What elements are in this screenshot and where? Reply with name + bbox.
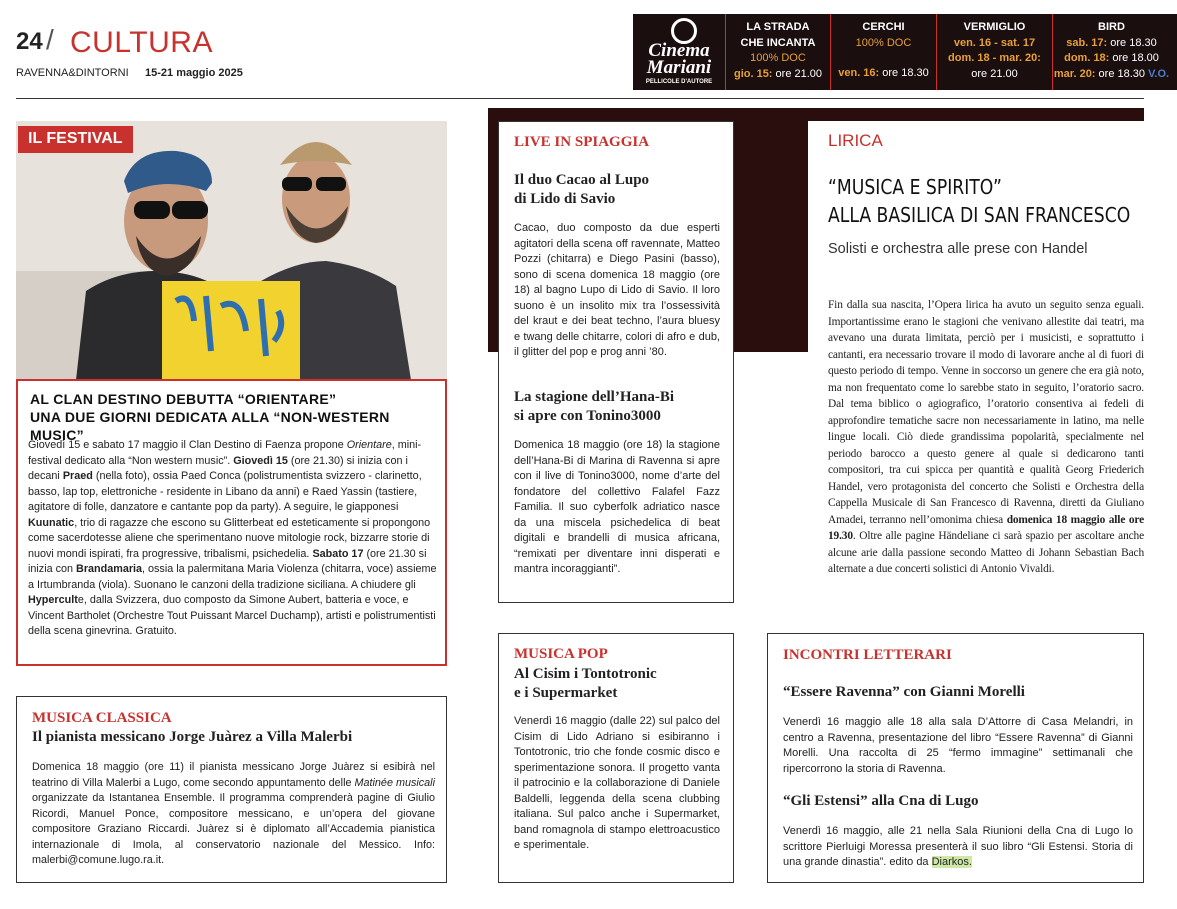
article-headline: “MUSICA E SPIRITO” ALLA BASILICA DI SAN FRANCESCO — [828, 175, 1131, 227]
incontri-letterari-article — [767, 633, 1144, 883]
musica-classica-article — [16, 696, 447, 883]
cinema-logo-name: Cinema Mariani — [646, 40, 712, 78]
article-headline: Il pianista messicano Jorge Juàrez a Villa Malerbi — [32, 729, 353, 745]
kicker: LIVE IN SPIAGGIA — [514, 134, 650, 150]
musica-pop-article — [498, 633, 734, 883]
film-listing: VERMIGLIO ven. 16 - sat. 17 dom. 18 - mar. 20: ore 21.00 — [936, 14, 1052, 90]
festival-headline: AL CLAN DESTINO DEBUTTA “ORIENTARE” UNA DUE GIORNI DEDICATA ALLA “NON-WESTERN MUSIC” — [30, 391, 390, 443]
article-headline: Al Cisim i Tontotronic e i Supermarket — [514, 666, 657, 701]
article-headline: “Essere Ravenna” con Gianni Morelli — [783, 684, 1025, 700]
film-listing: LA STRADA CHE INCANTA 100% DOC gio. 15: ore 21.00 — [725, 14, 830, 90]
article-headline: Il duo Cacao al Lupo di Lido di Savio — [514, 172, 650, 207]
film-listing: BIRD sab. 17: ore 18.30 dom. 18: ore 18.00 mar. 20: ore 18.30 V.O. — [1052, 14, 1170, 90]
festival-article — [16, 379, 447, 666]
article-body: Venerdì 16 maggio alle 18 alla sala D’Attorre di Casa Melandri, in centro a Ravenna, presentazione del libro “Essere Ravenna” di Gianni Morelli. Una raccolta di 25 “fermo immagine” settimanali che ripercorrono la storia di Ravenna. — [783, 716, 1133, 775]
article-body: Venerdì 16 maggio (dalle 22) sul palco del Cisim di Lido Adriano si esibiranno i Tontotronic, trio che fonde cosmic disco e sperimentazione sonora. Il progetto vanta il patrocinio e la collaborazione di Daniele Baldelli, leggenda della scena clubbing italiana. Sul palco anche i Supermarket, band romagnola di stampo elettroacustico e sperimentale. — [514, 715, 720, 851]
article-body: Domenica 18 maggio (ore 18) la stagione dell’Hana-Bi di Marina di Ravenna si apre con il live di Tonino3000, nome d’arte del fondatore del collettivo Falafel Fazz Familia. Il suo cyberfolk adriatico nasce da una miscela psichedelica di beat digitali e brandelli di musica africana, “remixati per diventare inni disperati e mantra incoraggianti”. — [514, 439, 720, 575]
kicker: MUSICA POP — [514, 646, 608, 662]
festival-photo — [16, 121, 447, 380]
article-body: Cacao, duo composto da due esperti agitatori della scena off ravennate, Matteo Pozzi (chitarra) e Diego Pasini (basso), sono di scena domenica 18 maggio (ore 18) al bagno Lupo di Lido di Savio. Il loro suono è un insolito mix tra l’ossessività del kraut e dei beat techno, l’aura bluesy e twang delle chitarre, colori di afro e dub, il glitter del pop e prog anni ’80. — [514, 222, 720, 358]
festival-tag: IL FESTIVAL — [18, 126, 133, 153]
article-headline: “Gli Estensi” alla Cna di Lugo — [783, 793, 979, 809]
kicker: LIRICA — [828, 131, 883, 150]
edition-location: RAVENNA&DINTORNI — [16, 67, 129, 79]
kicker: INCONTRI LETTERARI — [783, 647, 952, 663]
page-slash: / — [46, 24, 54, 55]
article-body: Fin dalla sua nascita, l’Opera lirica ha avuto un seguito senza eguali. Importantissime erano le stagioni che venivano allestite dai teatri, ma avevano una durata limitata, perciò per i musicisti, e soprattutto i cantanti, era necessario trovare il modo di lavorare anche al di fuori di questo periodo di tempo. Venne in soccorso un genere che era già noto, ma non frequentato come lo sarebbe stato in seguito, l’oratorio sacro. Dal tema biblico o agiografico, l’oratorio consentiva ai fedeli di approfondire tematiche sacre non necessariamente in latino, ma nelle lingue locali. Ciò diede grandissima popolarità, specialmente nel periodo barocco a questo genere al quale si dedicarono tanti compositori, tra cui spicca per quantità e qualità Georg Friederich Handel, vero protagonista del concerto che Solisti e Orchestra della Cappella Musicale di San Francesco di Ravenna, diretti da Giuliano Amadei, terranno nell’omonima chiesa domenica 18 maggio alle ore 19.30. Oltre alle pagine Händeliane ci sarà spazio per ascoltare anche alcune arie dalla passione secondo Matteo di Johann Sebastian Bach alternate a due concerti solistici di Antonio Vivaldi. — [828, 299, 1144, 575]
cinema-logo — [633, 14, 725, 90]
festival-body: Giovedì 15 e sabato 17 maggio il Clan Destino di Faenza propone Orientare, mini-festival dedicato alla “Non western music”. Giovedì 15 (ore 21.30) si inizia con i decani Praed (nella foto), ossia Paed Conca (polistrumentista svizzero - clarinetto, basso, lap top, elettroniche - residente in Libano da anni) e Raed Yassin (tastiere, agitatore di folle, danzatore e cantante pop da party). A seguire, le giapponesi Kuunatic, trio di ragazze che escono su Glitterbeat ed esteticamente si propongono come sacerdotesse aliene che sperimentano nuove mitologie rock, bizzarre storie di nuovi mondi ispirati, fra progressive, tribalismi, psichedelia. Sabato 17 (ore 21.30 si inizia con Brandamaria, ossia la palermitana Maria Violenza (chitarra, voce) assieme a Irtumbranda (viola). Suonano le canzoni della tradizione siciliana. A chiudere gli Hyperculte, dalla Svizzera, duo composto da Simone Aubert, batteria e voce, e Vincent Bartholet (Orchestre Tout Puissant Marcel Duchamp), artisti e polistrumentisti della scena ginevrina. Gratuito. — [28, 439, 437, 637]
lirica-article — [808, 121, 1144, 603]
cinema-mariani-banner — [633, 14, 1177, 90]
article-headline: La stagione dell’Hana-Bi si apre con Tonino3000 — [514, 389, 675, 424]
kicker: MUSICA CLASSICA — [32, 710, 172, 726]
edition-dates: 15-21 maggio 2025 — [145, 67, 243, 79]
header-rule — [16, 98, 1144, 99]
article-body: Venerdì 16 maggio, alle 21 nella Sala Riunioni della Cna di Lugo lo scrittore Pierluigi Moressa presenterà il suo libro “Gli Estensi. Storia di una grande dinastia”. edito da Diarkos. — [783, 825, 1133, 868]
live-in-spiaggia-article — [498, 121, 734, 603]
page-number: 24 — [16, 28, 43, 55]
praed-duo-photo — [16, 121, 447, 380]
cinema-logo-tagline: PELLICOLE D'AUTORE — [645, 79, 713, 85]
section-title: CULTURA — [70, 26, 213, 59]
film-listing: CERCHI 100% DOC ven. 16: ore 18.30 — [830, 14, 936, 90]
article-subhead: Solisti e orchestra alle prese con Handel — [828, 241, 1088, 257]
article-body: Domenica 18 maggio (ore 11) il pianista messicano Jorge Juàrez si esibirà nel teatrino di Villa Malerbi a Lugo, come secondo appuntamento delle Matinée musicali organizzate da Istantanea Ensemble. Il programma comprenderà pagine di Giulio Ricordi, Manuel Ponce, compositore messicano, e un’opera del giovane compositore Graziano Riccardi. Juàrez si è diplomato all’Accademia pianistica internazionale di Imola, al conservatorio nazionale del Messico. Info: malerbi@comune.lugo.ra.it. — [32, 761, 435, 866]
publisher-highlight: Diarkos. — [931, 856, 972, 868]
